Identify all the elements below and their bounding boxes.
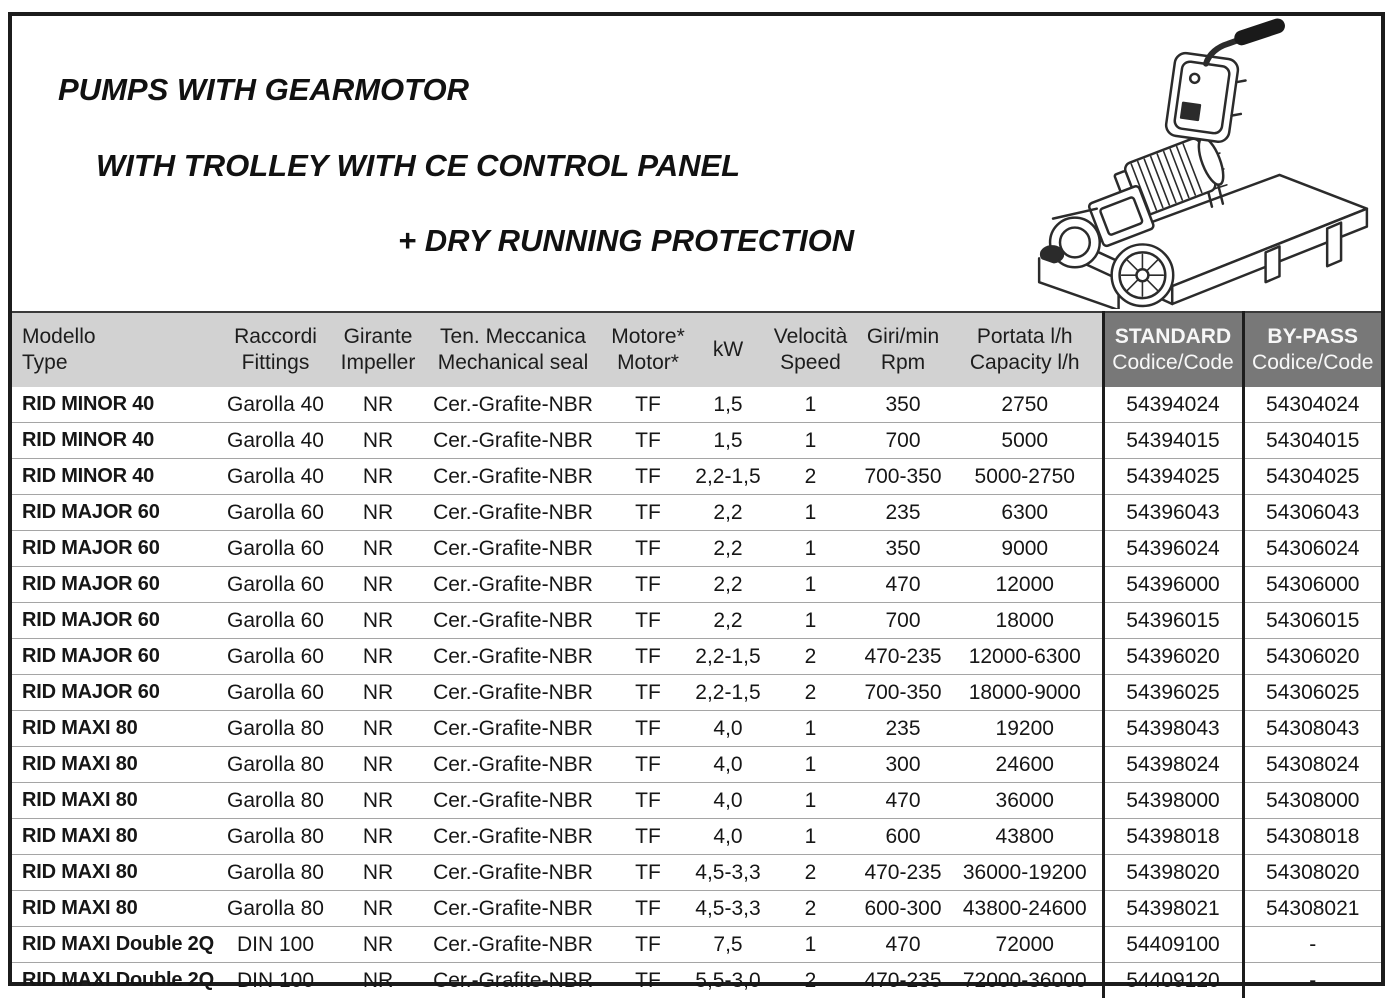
cell-impeller: NR [333, 927, 423, 963]
cell-capacity: 6300 [948, 495, 1103, 531]
cell-kw: 2,2 [693, 531, 763, 567]
cell-rpm: 700 [858, 603, 948, 639]
cell-motor: TF [603, 747, 693, 783]
cell-motor: TF [603, 855, 693, 891]
cell-bypass-code: 54304025 [1243, 459, 1381, 495]
cell-fittings: Garolla 80 [218, 855, 333, 891]
cell-capacity: 72000-36000 [948, 963, 1103, 999]
cell-capacity: 5000 [948, 423, 1103, 459]
cell-fittings: Garolla 60 [218, 531, 333, 567]
table-header-row [12, 312, 1381, 387]
cell-impeller: NR [333, 819, 423, 855]
cell-bypass-code: 54308043 [1243, 711, 1381, 747]
cell-rpm: 235 [858, 495, 948, 531]
cell-motor: TF [603, 567, 693, 603]
pump-spec-table [12, 311, 1381, 998]
cell-model: RID MAXI 80 [12, 747, 218, 783]
cell-capacity: 18000 [948, 603, 1103, 639]
cell-rpm: 350 [885, 392, 921, 416]
cell-standard-code: 54398018 [1103, 819, 1243, 855]
column-header-capacity: Portata l/h Capacity l/h [948, 312, 1103, 387]
cell-standard-code: 54394015 [1103, 423, 1243, 459]
column-header-bypass-code: BY-PASS Codice/Code [1243, 312, 1381, 387]
cell-speed: 2 [763, 891, 858, 927]
cell-kw: 2,2-1,5 [693, 639, 763, 675]
cell-speed: 1 [763, 819, 858, 855]
cell-motor: TF [603, 603, 693, 639]
cell-standard-code: 54396024 [1103, 531, 1243, 567]
cell-kw: 1,5 [693, 423, 763, 459]
cell-bypass-code: 54308024 [1243, 747, 1381, 783]
cell-seal: Cer.-Grafite-NBR [423, 603, 603, 639]
cell-seal: Cer.-Grafite-NBR [423, 639, 603, 675]
cell-standard-code: 54398000 [1103, 783, 1243, 819]
cell-impeller: NR [333, 675, 423, 711]
cell-standard-code: 54396025 [1103, 675, 1243, 711]
cell-model: RID MINOR 40 [12, 459, 218, 495]
cell-capacity: 2750 [1001, 392, 1049, 416]
cell-standard-code: 54398024 [1103, 747, 1243, 783]
cell-motor: TF [603, 459, 693, 495]
cell-kw: 7,5 [693, 927, 763, 963]
cell-fittings: Garolla 60 [218, 675, 333, 711]
cell-bypass-code: - [1243, 963, 1381, 999]
cell-seal: Cer.-Grafite-NBR [433, 392, 593, 416]
cell-seal: Cer.-Grafite-NBR [423, 747, 603, 783]
cell-bypass-code: 54308021 [1243, 891, 1381, 927]
cell-rpm: 700-350 [858, 459, 948, 495]
cell-kw: 4,5-3,3 [693, 855, 763, 891]
cell-rpm: 470 [858, 927, 948, 963]
cell-seal: Cer.-Grafite-NBR [423, 675, 603, 711]
cell-model: RID MAXI 80 [12, 711, 218, 747]
cell-speed: 1 [763, 423, 858, 459]
cell-standard-code: 54396000 [1103, 567, 1243, 603]
table-row [12, 531, 1381, 567]
page-frame [8, 12, 1385, 992]
cell-capacity: 18000-9000 [948, 675, 1103, 711]
cell-impeller: NR [362, 392, 394, 416]
cell-rpm: 470 [858, 783, 948, 819]
cell-impeller: NR [333, 891, 423, 927]
cell-kw: 2,2-1,5 [693, 459, 763, 495]
cell-bypass-code: 54308018 [1243, 819, 1381, 855]
cell-speed: 1 [763, 711, 858, 747]
cell-rpm: 470-235 [858, 639, 948, 675]
cell-capacity: 36000-19200 [948, 855, 1103, 891]
cell-standard-code: 54396043 [1103, 495, 1243, 531]
cell-fittings: Garolla 80 [218, 783, 333, 819]
cell-kw: 4,0 [693, 819, 763, 855]
column-header-kw: kW [693, 312, 763, 387]
cell-standard-code: 54398020 [1103, 855, 1243, 891]
cell-kw: 4,0 [693, 747, 763, 783]
table-row [12, 459, 1381, 495]
cell-motor: TF [603, 675, 693, 711]
cell-speed: 2 [763, 675, 858, 711]
cell-impeller: NR [333, 567, 423, 603]
cell-impeller: NR [333, 963, 423, 999]
cell-impeller: NR [333, 711, 423, 747]
cell-kw: 4,0 [693, 711, 763, 747]
cell-fittings: Garolla 80 [218, 819, 333, 855]
cell-speed: 2 [763, 855, 858, 891]
table-row [12, 711, 1381, 747]
cell-capacity: 12000 [948, 567, 1103, 603]
cell-bypass-code: - [1243, 927, 1381, 963]
cell-seal: Cer.-Grafite-NBR [423, 459, 603, 495]
cell-bypass-code: 54306025 [1243, 675, 1381, 711]
page-subtitle-2: + DRY RUNNING PROTECTION [398, 223, 855, 258]
pump-trolley-illustration [1031, 16, 1379, 309]
cell-motor: TF [603, 891, 693, 927]
cell-capacity: 5000-2750 [948, 459, 1103, 495]
cell-seal: Cer.-Grafite-NBR [423, 819, 603, 855]
page-title: PUMPS WITH GEARMOTOR [58, 72, 470, 107]
cell-impeller: NR [333, 747, 423, 783]
cell-seal: Cer.-Grafite-NBR [423, 891, 603, 927]
cell-model: RID MAJOR 60 [12, 639, 218, 675]
cell-bypass-code: 54308000 [1243, 783, 1381, 819]
cell-motor: TF [603, 639, 693, 675]
cell-model: RID MAXI 80 [12, 855, 218, 891]
cell-kw: 5,5-3,0 [693, 963, 763, 999]
cell-standard-code: 54394024 [1103, 387, 1243, 423]
cell-seal: Cer.-Grafite-NBR [423, 963, 603, 999]
cell-kw: 2,2 [693, 495, 763, 531]
cell-model: RID MAXI Double 2Q [12, 927, 218, 963]
table-row [12, 639, 1381, 675]
cell-kw: 2,2 [693, 567, 763, 603]
cell-seal: Cer.-Grafite-NBR [423, 423, 603, 459]
cell-speed: 1 [763, 927, 858, 963]
column-header-speed: Velocità Speed [763, 312, 858, 387]
cell-standard-code: 54398043 [1103, 711, 1243, 747]
cell-rpm: 350 [858, 531, 948, 567]
cell-motor: TF [603, 783, 693, 819]
cell-bypass-code: 54306015 [1243, 603, 1381, 639]
cell-motor: TF [603, 963, 693, 999]
cell-fittings: Garolla 60 [218, 603, 333, 639]
cell-rpm: 235 [858, 711, 948, 747]
cell-bypass-code: 54306020 [1243, 639, 1381, 675]
column-header-rpm: Giri/min Rpm [858, 312, 948, 387]
cell-fittings: Garolla 40 [218, 423, 333, 459]
cell-kw: 4,0 [693, 783, 763, 819]
cell-capacity: 9000 [948, 531, 1103, 567]
cell-speed: 1 [763, 495, 858, 531]
cell-speed: 1 [763, 603, 858, 639]
table-row [12, 603, 1381, 639]
table-row [12, 423, 1381, 459]
cell-rpm: 700-350 [858, 675, 948, 711]
cell-speed: 1 [763, 747, 858, 783]
cell-motor: TF [635, 392, 661, 416]
column-header-fittings: Raccordi Fittings [218, 312, 333, 387]
column-header-impeller: Girante Impeller [333, 312, 423, 387]
pump-line-drawing-icon [1031, 16, 1379, 309]
cell-rpm: 700 [858, 423, 948, 459]
cell-motor: TF [603, 711, 693, 747]
cell-impeller: NR [333, 531, 423, 567]
cell-capacity: 19200 [948, 711, 1103, 747]
cell-capacity: 36000 [948, 783, 1103, 819]
cell-fittings: Garolla 60 [218, 495, 333, 531]
table-row [12, 567, 1381, 603]
cell-seal: Cer.-Grafite-NBR [423, 495, 603, 531]
cell-seal: Cer.-Grafite-NBR [423, 567, 603, 603]
cell-model: RID MAJOR 60 [12, 531, 218, 567]
cell-speed: 2 [763, 963, 858, 999]
cell-model: RID MINOR 40 [22, 393, 155, 415]
cell-capacity: 43800 [948, 819, 1103, 855]
cell-capacity: 72000 [948, 927, 1103, 963]
cell-rpm: 470-235 [858, 855, 948, 891]
cell-seal: Cer.-Grafite-NBR [423, 855, 603, 891]
cell-standard-code: 54396015 [1103, 603, 1243, 639]
column-header-seal: Ten. Meccanica Mechanical seal [423, 312, 603, 387]
cell-bypass-code: 54306024 [1243, 531, 1381, 567]
cell-model: RID MAJOR 60 [12, 495, 218, 531]
cell-capacity: 12000-6300 [948, 639, 1103, 675]
cell-fittings: Garolla 60 [218, 639, 333, 675]
cell-speed: 1 [763, 783, 858, 819]
cell-bypass-code: 54306043 [1243, 495, 1381, 531]
cell-standard-code: 54396020 [1103, 639, 1243, 675]
cell-speed: 1 [804, 392, 817, 416]
cell-rpm: 600-300 [858, 891, 948, 927]
cell-impeller: NR [333, 603, 423, 639]
cell-speed: 1 [763, 531, 858, 567]
cell-fittings: Garolla 40 [218, 459, 333, 495]
table-row [12, 495, 1381, 531]
cell-capacity: 43800-24600 [948, 891, 1103, 927]
cell-model: RID MAXI Double 2Q [12, 963, 218, 999]
cell-speed: 1 [763, 567, 858, 603]
cell-rpm: 470-235 [858, 963, 948, 999]
cell-fittings: DIN 100 [218, 963, 333, 999]
cell-model: RID MAJOR 60 [12, 603, 218, 639]
column-header-motor: Motore* Motor* [603, 312, 693, 387]
cell-fittings: Garolla 80 [218, 747, 333, 783]
table-row [12, 963, 1381, 999]
cell-seal: Cer.-Grafite-NBR [423, 531, 603, 567]
table-row [12, 855, 1381, 891]
cell-bypass-code: 54306000 [1243, 567, 1381, 603]
cell-motor: TF [603, 819, 693, 855]
cell-fittings: Garolla 80 [218, 711, 333, 747]
cell-kw: 1,5 [713, 392, 743, 416]
cell-motor: TF [603, 531, 693, 567]
cell-bypass-code: 54304024 [1243, 387, 1381, 423]
cell-model: RID MINOR 40 [12, 423, 218, 459]
page-header [12, 16, 1381, 311]
cell-kw: 2,2-1,5 [693, 675, 763, 711]
table-row [12, 819, 1381, 855]
cell-motor: TF [603, 495, 693, 531]
cell-model: RID MAXI 80 [12, 891, 218, 927]
table-row [12, 675, 1381, 711]
cell-impeller: NR [333, 423, 423, 459]
cell-capacity: 24600 [948, 747, 1103, 783]
cell-rpm: 600 [858, 819, 948, 855]
table-row [12, 783, 1381, 819]
cell-impeller: NR [333, 459, 423, 495]
cell-model: RID MAXI 80 [12, 819, 218, 855]
cell-model: RID MAJOR 60 [12, 567, 218, 603]
cell-speed: 2 [763, 459, 858, 495]
cell-standard-code: 54409120 [1103, 963, 1243, 999]
cell-fittings: Garolla 40 [227, 392, 324, 416]
cell-speed: 2 [763, 639, 858, 675]
cell-rpm: 470 [858, 567, 948, 603]
cell-standard-code: 54409100 [1103, 927, 1243, 963]
cell-fittings: Garolla 60 [218, 567, 333, 603]
cell-seal: Cer.-Grafite-NBR [423, 711, 603, 747]
column-header-model: Modello Type [12, 312, 218, 387]
table-row [12, 891, 1381, 927]
cell-bypass-code: 54304015 [1243, 423, 1381, 459]
cell-kw: 4,5-3,3 [693, 891, 763, 927]
cell-impeller: NR [333, 495, 423, 531]
cell-kw: 2,2 [693, 603, 763, 639]
cell-impeller: NR [333, 783, 423, 819]
cell-standard-code: 54398021 [1103, 891, 1243, 927]
cell-fittings: Garolla 80 [218, 891, 333, 927]
cell-model: RID MAJOR 60 [12, 675, 218, 711]
column-header-standard-code: STANDARD Codice/Code [1103, 312, 1243, 387]
cell-seal: Cer.-Grafite-NBR [423, 783, 603, 819]
cell-motor: TF [603, 423, 693, 459]
page-subtitle-1: WITH TROLLEY WITH CE CONTROL PANEL [96, 148, 741, 183]
table-row [12, 387, 1381, 423]
cell-impeller: NR [333, 855, 423, 891]
cell-bypass-code: 54308020 [1243, 855, 1381, 891]
table-row [12, 927, 1381, 963]
cell-standard-code: 54394025 [1103, 459, 1243, 495]
cell-model: RID MAXI 80 [12, 783, 218, 819]
cell-motor: TF [603, 927, 693, 963]
cell-rpm: 300 [858, 747, 948, 783]
table-row [12, 747, 1381, 783]
cell-seal: Cer.-Grafite-NBR [423, 927, 603, 963]
cell-fittings: DIN 100 [218, 927, 333, 963]
cell-impeller: NR [333, 639, 423, 675]
